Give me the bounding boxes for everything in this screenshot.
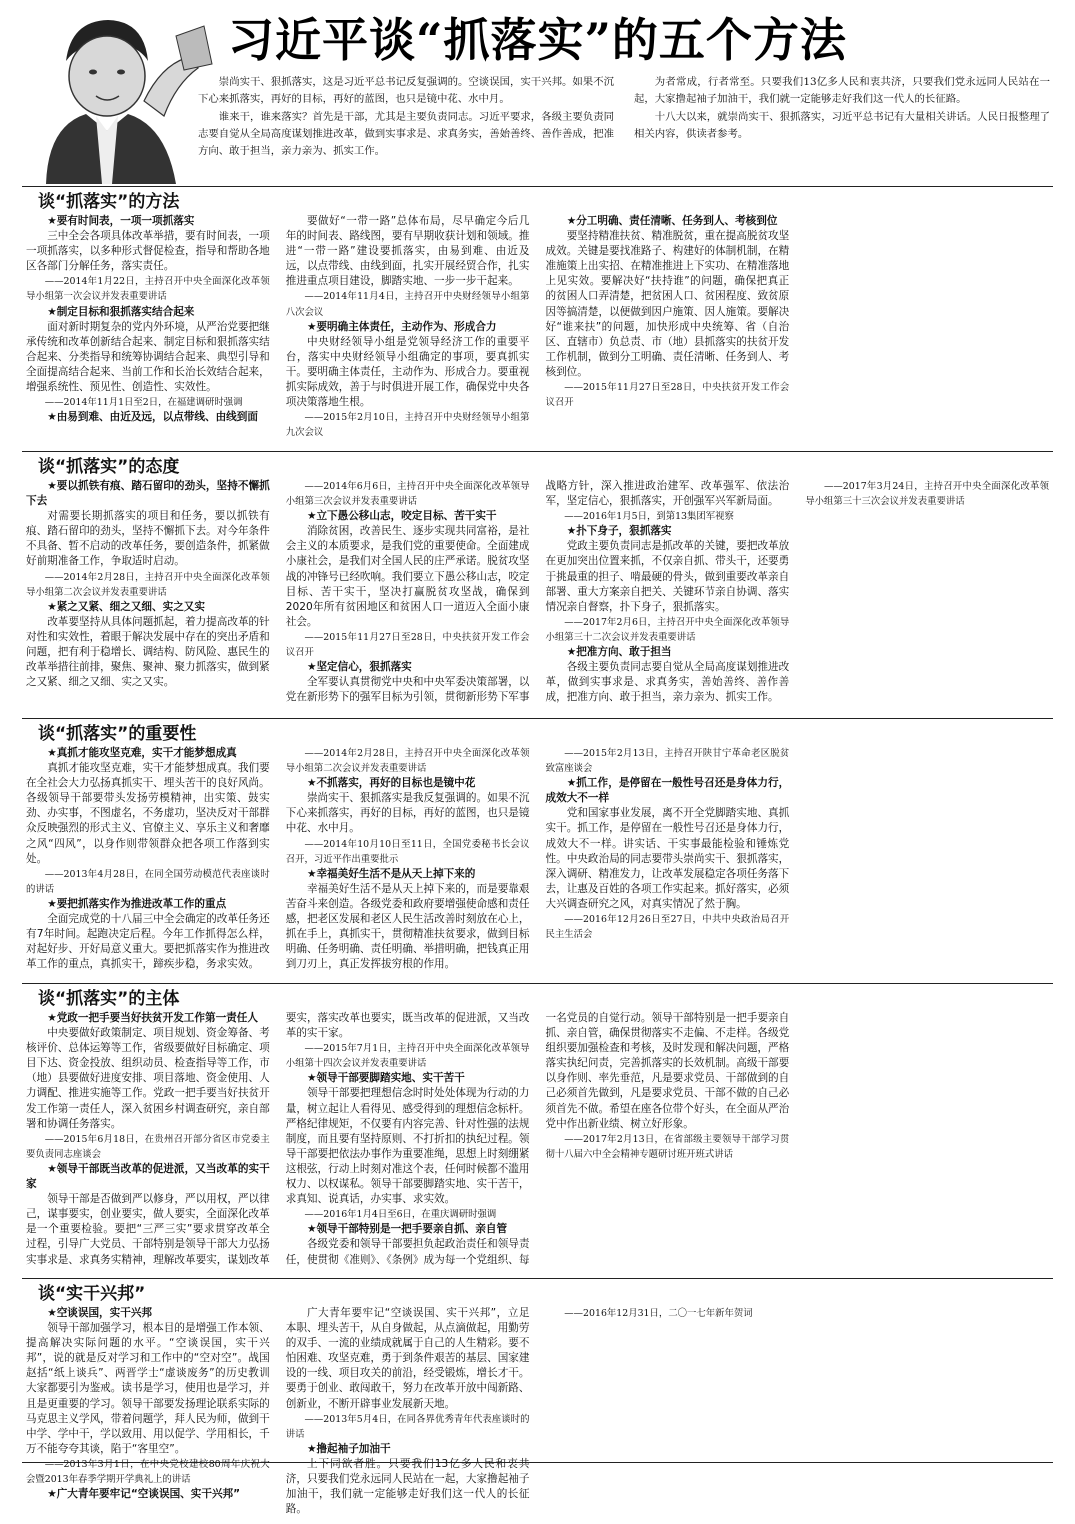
intro-text xyxy=(198,74,1050,160)
headline: 习近平谈“抓落实”的五个方法 xyxy=(228,13,847,67)
source-line: ——2014年6月6日，主持召开中央全面深化改革领导小组第三次会议并发表重要讲话 xyxy=(285,481,530,508)
source-line: ——2015年2月10日，主持召开中央财经领导小组第九次会议 xyxy=(285,412,530,439)
section xyxy=(22,718,1053,983)
source-line: ——2016年1月5日，到第13集团军视察 xyxy=(564,511,734,523)
body-paragraph: 广大青年要牢记“空谈误国、实干兴邦”，立足本职、埋头苦干，从自身做起，从点滴做起，用勤劳的双手、一流的业绩成就属于自己的人生精彩。要不怕困难、攻坚克难，勇于到条件艰苦的基层、国家建设的一线、项目攻关的前沿，经受锻炼，增长才干。要勇于创业、敢闯敢干，努力在改革开放中闯新路、创新业，不断开辟事业发展新天地。 xyxy=(285,1307,530,1410)
subheading: ★ 把准方向、敢于担当 xyxy=(546,645,790,660)
sections-container xyxy=(22,186,1053,1524)
source-line: ——2017年2月6日，主持召开中央全面深化改革领导小组第三十二次会议并发表重要讲话 xyxy=(545,616,790,643)
subheading: ★ 立下愚公移山志，咬定目标、苦干实干 xyxy=(286,509,530,524)
source-line: ——2016年12月31日，二〇一七年新年贺词 xyxy=(564,1308,753,1319)
body-paragraph: 全军要认真贯彻党中央和中央军委决策部署，以党在新形势下的强军目标为引领，贯彻新形势下军事战略方针，深入推进政治建军、改革强军、依法治军，坚定信心，狠抓落实，开创强军兴军新局面。 xyxy=(285,480,790,704)
body-paragraph: 消除贫困，改善民生、逐步实现共同富裕，是社会主义的本质要求，是我们党的重要使命。全面建成小康社会，是我们对全国人民的庄严承诺。脱贫攻坚战的冲锋号已经吹响。我们要立下愚公移山志，咬定目标、苦干实干，坚决打赢脱贫攻坚战，确保到2020年所有贫困地区和贫困人口一道迈入全面小康社会。 xyxy=(285,525,530,628)
section-columns xyxy=(22,1306,1053,1521)
source-line: ——2017年3月24日，主持召开中央全面深化改革领导小组第三十三次会议并发表重要讲话 xyxy=(805,481,1049,508)
body-paragraph: 要坚持精准扶贫、精准脱贫，重在提高脱贫攻坚成效。关键是要找准路子、构建好的体制机制，在精准施策上出实招、在精准推进上下实功、在精准落地上见实效。要解决好“扶持谁”的问题，确保把真正的贫困人口弄清楚，把贫困人口、贫困程度、致贫原因等搞清楚，以便做到因户施策、因人施策。要解决好“谁来扶”的问题，加快形成中央统筹、省（自治区、直辖市）负总责、市（地）县抓落实的扶贫开发工作机制，做到分工明确、责任清晰、任务到人、考核到位。 xyxy=(545,230,790,378)
body-paragraph: 要做好“一带一路”总体布局，尽早确定今后几年的时间表、路线图，要有早期收获计划和领域。推进“一带一路”建设要抓落实，由易到难、由近及远，以点带线、由线到面，扎实开展经贸合作，扎实推进重点项目建设，脚踏实地、一步一步干起来。 xyxy=(285,215,530,288)
subheading: ★ 领导干部要脚踏实地、实干苦干 xyxy=(286,1071,530,1086)
source-line: ——2016年1月4日至6日，在重庆调研时强调 xyxy=(304,1209,497,1221)
body-paragraph: 崇尚实干、狠抓落实是我反复强调的。如果不沉下心来抓落实，再好的目标，再好的蓝图，也只是镜中花、水中月。 xyxy=(285,792,530,835)
section xyxy=(22,451,1053,718)
page-header xyxy=(22,6,1053,186)
subheading: ★ 紧之又紧、细之又细、实之又实 xyxy=(26,600,270,615)
body-paragraph: 中央财经领导小组是党领导经济工作的重要平台，落实中央财经领导小组确定的事项，要真抓实干。要明确主体责任，主动作为、形成合力。要重视抓实际成效，善于与时俱进开展工作，确保党中央各项决策落地生根。 xyxy=(285,335,530,409)
subheading: ★ 由易到难、由近及远，以点带线、由线到面 xyxy=(26,410,270,425)
section xyxy=(22,186,1053,451)
section-columns xyxy=(22,214,1053,448)
subheading: ★ 要把抓落实作为推进改革工作的重点 xyxy=(26,897,270,912)
body-paragraph: 三中全会各项具体改革举措，要有时间表，一项一项抓落实，以多种形式督促检查，指导和帮助各地区各部门分解任务，落实责任。 xyxy=(26,230,270,273)
source-line: ——2014年11月4日，主持召开中央财经领导小组第八次会议 xyxy=(285,291,530,318)
source-line: ——2014年2月28日，主持召开中央全面深化改革领导小组第二次会议并发表重要讲话 xyxy=(285,748,530,775)
source-line: ——2015年7月1日，主持召开中央全面深化改革领导小组第十四次会议并发表重要讲话 xyxy=(285,1043,530,1070)
subheading: ★ 制定目标和狠抓落实结合起来 xyxy=(26,305,270,320)
source-line: ——2015年11月27日至28日，中央扶贫开发工作会议召开 xyxy=(545,382,790,409)
source-line: ——2014年2月28日，主持召开中央全面深化改革领导小组第二次会议并发表重要讲话 xyxy=(26,571,270,598)
subheading: ★ 撸起袖子加油干 xyxy=(286,1442,530,1457)
section xyxy=(22,1278,1053,1524)
body-paragraph: 各级党委和领导干部要担负起政治责任和领导责任，使贯彻《准则》、《条例》成为每一个党组织、每一名党员的自觉行动。领导干部特别是一把手要亲自抓、亲自管，确保贯彻落实不走偏、不走样。各级党组织要加强检查和考核，及时发现和解决问题，严格落实执纪问责，完善抓落实的长效机制。高级干部要以身作则、率先垂范，凡是要求党员、干部做到的自己必须首先做到，凡是要求党员、干部不做的自己必须首先不做。希望在座各位带个好头，在全面从严治党中作出新业绩、树立好形象。 xyxy=(285,1012,790,1266)
section-title: 谈“实干兴邦” xyxy=(38,1284,146,1304)
body-paragraph: 领导干部加强学习，根本目的是增强工作本领、提高解决实际问题的水平。“空谈误国，实干兴邦”，说的就是反对学习和工作中的“空对空”。战国赵括“纸上谈兵”、两晋学士“虚谈废务”的历史教训大家都要引为鉴戒。读书是学习，使用也是学习，并且是更重要的学习。领导干部要发扬理论联系实际的马克思主义学风，带着问题学，拜人民为师，做到干中学、学中干，学以致用、用以促学、学用相长，千万不能夸夸其谈，陷于“客里空”。 xyxy=(26,1322,270,1455)
body-paragraph: 各级主要负责同志要自觉从全局高度谋划推进改革，做到实事求是、求真务实，善始善终、善作善成，把准方向、敢于担当，亲力亲为、抓实工作。 xyxy=(545,661,790,704)
body-paragraph: 党和国家事业发展，离不开全党脚踏实地、真抓实干。抓工作，是停留在一般性号召还是身体力行，成效大不一样。讲实话、干实事最能检验和锤炼党性。中央政治局的同志要带头崇尚实干、狠抓落实，深入调研、精准发力，让改革发展稳定各项任务落下去，让惠及百姓的各项工作实起来。抓好落实，必须大兴调查研究之风，对真实情况了然于胸。 xyxy=(545,807,790,910)
section-title: 谈“抓落实”的态度 xyxy=(38,457,180,477)
section-title: 谈“抓落实”的重要性 xyxy=(38,724,197,744)
body-paragraph: 上下同欲者胜。只要我们13亿多人民和衷共济，只要我们党永远同人民站在一起，大家撸起袖子加油干，我们就一定能够走好我们这一代人的长征路。 xyxy=(285,1457,530,1516)
intro-paragraph: 崇尚实干、狠抓落实，这是习近平总书记反复强调的。空谈误国，实干兴邦。如果不沉下心来抓落实，再好的目标，再好的蓝图，也只是镜中花、水中月。 xyxy=(198,76,614,106)
source-line: ——2015年6月18日，在贵州召开部分省区市党委主要负责同志座谈会 xyxy=(26,1133,270,1160)
section-columns xyxy=(22,746,1053,980)
body-paragraph: 领导干部是否做到严以修身，严以用权，严以律己，谋事要实，创业要实，做人要实，全面深化改革是一个重要检验。要把“三严三实”要求贯穿改革全过程，引导广大党员、干部特别是领导干部大力弘扬实事求是、求真务实精神，理解改革要实，谋划改革要实，落实改革也要实，既当改革的促进派，又当改革的实干家。 xyxy=(26,1012,530,1266)
portrait-illustration xyxy=(26,6,216,184)
subheading: ★ 领导干部既当改革的促进派，又当改革的实干家 xyxy=(26,1162,270,1192)
bottom-rule xyxy=(22,1462,1053,1463)
source-line: ——2014年10月10日至11日，全国党委秘书长会议召开，习近平作出重要批示 xyxy=(285,838,530,865)
subheading: ★ 坚定信心，狠抓落实 xyxy=(286,660,530,675)
subheading: ★ 要明确主体责任，主动作为、形成合力 xyxy=(286,320,530,335)
intro-paragraph: 谁来干，谁来落实？首先是干部，尤其是主要负责同志。习近平要求，各级主要负责同志要自觉从全局高度谋划推进改革，做到实事求是、求真务实，善始善终、善作善成，把准方向、敢于担当，亲力亲为、抓实工作。 xyxy=(198,110,614,158)
subheading: ★ 扑下身子，狠抓落实 xyxy=(546,524,790,539)
section-columns xyxy=(22,1011,1053,1275)
source-line: ——2015年11月27日至28日，中央扶贫开发工作会议召开 xyxy=(285,631,530,659)
intro-paragraph: 为者常成，行者常至。只要我们13亿多人民和衷共济，只要我们党永远同人民站在一起，大家撸起袖子加油干，我们就一定能够走好我们这一代人的长征路。 xyxy=(634,76,1050,106)
body-paragraph: 幸福美好生活不是从天上掉下来的，而是要靠艰苦奋斗来创造。各级党委和政府要增强使命感和责任感，把老区发展和老区人民生活改善时刻放在心上，抓在手上，真抓实干，贯彻精准扶贫要求，做到目标明确、任务明确、责任明确、举措明确，把钱真正用到刀刃上，真正发挥拔穷根的作用。 xyxy=(285,882,530,971)
body-paragraph: 领导干部要把理想信念时时处处体现为行动的力量，树立起让人看得见、感受得到的理想信念标杆。严格纪律规矩，不仅要有内容完善、针对性强的法规制度，而且要有坚持原则、不打折扣的执纪过程。领导干部要把依法办事作为重要准绳，思想上时刻绷紧这根弦，行动上时刻对准这个表，任何时候都不滥用权力、以权谋私。领导干部要脚踏实地、实干苦干，求真知、说真话，办实事、求实效。 xyxy=(285,1087,530,1206)
subheading: ★ 要有时间表，一项一项抓落实 xyxy=(26,214,270,229)
section-title: 谈“抓落实”的方法 xyxy=(38,192,180,212)
subheading: ★ 真抓才能攻坚克难，实干才能梦想成真 xyxy=(26,746,270,761)
subheading: ★ 要以抓铁有痕、踏石留印的劲头，坚持不懈抓下去 xyxy=(26,479,270,509)
subheading: ★ 幸福美好生活不是从天上掉下来的 xyxy=(286,867,530,882)
subheading: ★ 党政一把手要当好扶贫开发工作第一责任人 xyxy=(26,1011,270,1026)
section-title: 谈“抓落实”的主体 xyxy=(38,989,180,1009)
source-line: ——2015年2月13日，主持召开陕甘宁革命老区脱贫致富座谈会 xyxy=(545,748,790,775)
subheading: ★ 抓工作，是停留在一般性号召还是身体力行，成效大不一样 xyxy=(546,776,790,806)
body-paragraph: 对需要长期抓落实的项目和任务，要以抓铁有痕、踏石留印的劲头，坚持不懈抓下去。对今年条件不具备、暂不启动的改革任务，要创造条件，抓紧做好前期准备工作，争取适时启动。 xyxy=(26,510,270,568)
newspaper-page xyxy=(22,6,1053,1516)
body-paragraph: 真抓才能攻坚克难，实干才能梦想成真。我们要在全社会大力弘扬真抓实干、埋头苦干的良好风尚。各级领导干部要带头发扬劳模精神，出实策、鼓实劲、办实事，不图虚名，不务虚功，坚决反对干部群众反映强烈的形式主义、官僚主义、享乐主义和奢靡之风“四风”，以身作则带领群众把各项工作落到实处。 xyxy=(26,762,270,865)
source-line: ——2017年2月13日，在省部级主要领导干部学习贯彻十八届六中全会精神专题研讨班开班式讲话 xyxy=(545,1133,790,1160)
source-line: ——2013年5月4日，在同各界优秀青年代表座谈时的讲话 xyxy=(285,1413,530,1440)
body-paragraph: 党政主要负责同志是抓改革的关键，要把改革放在更加突出位置来抓，不仅亲自抓、带头干，还要勇于挑最重的担子、啃最硬的骨头，做到重要改革亲自部署、重大方案亲自把关、关键环节亲自协调、落实情况亲自督察，扑下身子，狠抓落实。 xyxy=(545,540,790,613)
intro-paragraph: 十八大以来，就崇尚实干、狠抓落实，习近平总书记有大量相关讲话。人民日报整理了相关内容，供读者参考。 xyxy=(634,110,1050,140)
section-columns xyxy=(22,479,1053,715)
source-line: ——2014年1月22日，主持召开中央全面深化改革领导小组第一次会议并发表重要讲话 xyxy=(26,276,270,303)
body-paragraph: 面对新时期复杂的党内外环境，从严治党要把继承传统和改革创新结合起来、制定目标和狠抓落实结合起来、分类指导和统筹协调结合起来、典型引导和全面提高结合起来、当前工作和长治长效结合起来，增强系统性、预见性、创造性、实效性。 xyxy=(26,320,270,394)
subheading: ★ 分工明确、责任清晰、任务到人、考核到位 xyxy=(546,214,790,229)
source-line: ——2013年3月1日，在中央党校建校80周年庆祝大会暨2013年春季学期开学典礼上的讲话 xyxy=(26,1458,270,1486)
body-paragraph: 中央要做好政策制定、项目规划、资金筹备、考核评价、总体运筹等工作，省级要做好目标确定、项目下达、资金投放、组织动员、检查指导等工作，市（地）县要做好进度安排、项目落地、资金使用、人力调配、推进实施等工作。党政一把手要当好扶贫开发工作第一责任人，深入贫困乡村调查研究，亲自部署和协调任务落实。 xyxy=(26,1027,270,1130)
subheading: ★ 不抓落实，再好的目标也是镜中花 xyxy=(286,776,530,791)
subheading: ★ 广大青年要牢记“空谈误国、实干兴邦” xyxy=(26,1487,270,1502)
source-line: ——2016年12月26日至27日，中共中央政治局召开民主生活会 xyxy=(545,914,790,941)
section xyxy=(22,983,1053,1278)
body-paragraph: 改革要坚持从具体问题抓起，着力提高改革的针对性和实效性，着眼于解决发展中存在的突出矛盾和问题，把有利于稳增长、调结构、防风险、惠民生的改革举措往前排，聚焦、聚神、聚力抓落实，做到紧之又紧、细之又细、实之又实。 xyxy=(26,615,270,689)
subheading: ★ 空谈误国，实干兴邦 xyxy=(26,1306,270,1321)
body-paragraph: 全面完成党的十八届三中全会确定的改革任务还有7年时间。起跑决定后程。今年工作抓得怎么样，对起好步、开好局意义重大。要把抓落实作为推进改革工作的重点，真抓实干，蹄疾步稳，务求实效。 xyxy=(26,913,270,971)
source-line: ——2014年11月1日至2日，在福建调研时强调 xyxy=(44,397,243,409)
subheading: ★ 领导干部特别是一把手要亲自抓、亲自管 xyxy=(286,1222,530,1237)
source-line: ——2013年4月28日，在同全国劳动模范代表座谈时的讲话 xyxy=(26,868,270,895)
